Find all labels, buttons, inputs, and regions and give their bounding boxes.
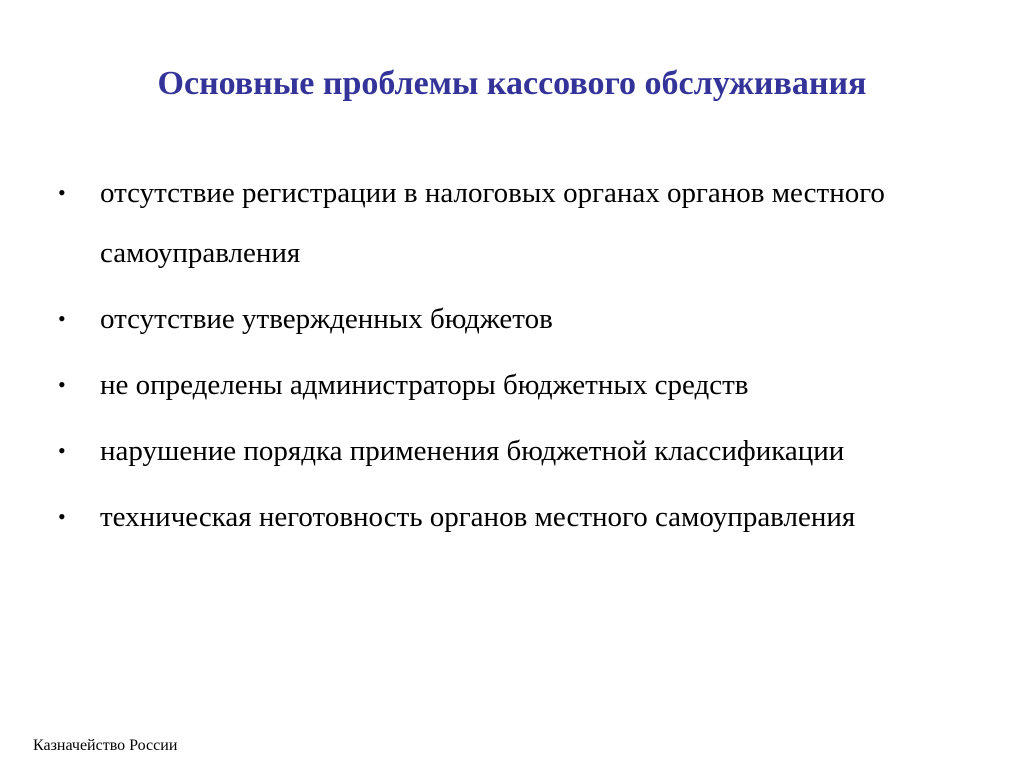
bullet-item bbox=[58, 163, 958, 283]
bullet-item bbox=[58, 355, 958, 415]
bullet-text: техническая неготовность органов местного самоуправления bbox=[100, 501, 856, 533]
bullet-icon: • bbox=[58, 306, 66, 331]
bullet-text: отсутствие регистрации в налоговых органах органов местного самоуправления bbox=[100, 177, 885, 269]
slide-title: Основные проблемы кассового обслуживания bbox=[157, 65, 867, 102]
bullet-text: отсутствие утвержденных бюджетов bbox=[100, 303, 553, 335]
bullet-icon: • bbox=[58, 438, 66, 463]
bullet-item bbox=[58, 421, 958, 481]
bullet-list bbox=[58, 163, 958, 553]
bullet-item bbox=[58, 289, 958, 349]
bullet-icon: • bbox=[58, 372, 66, 397]
bullet-text: не определены администраторы бюджетных средств bbox=[100, 369, 749, 401]
bullet-icon: • bbox=[58, 180, 66, 205]
bullet-text: нарушение порядка применения бюджетной классификации bbox=[100, 435, 845, 467]
bullet-icon: • bbox=[58, 504, 66, 529]
bullet-item bbox=[58, 487, 958, 547]
footer-label: Казначейство России bbox=[33, 737, 178, 754]
